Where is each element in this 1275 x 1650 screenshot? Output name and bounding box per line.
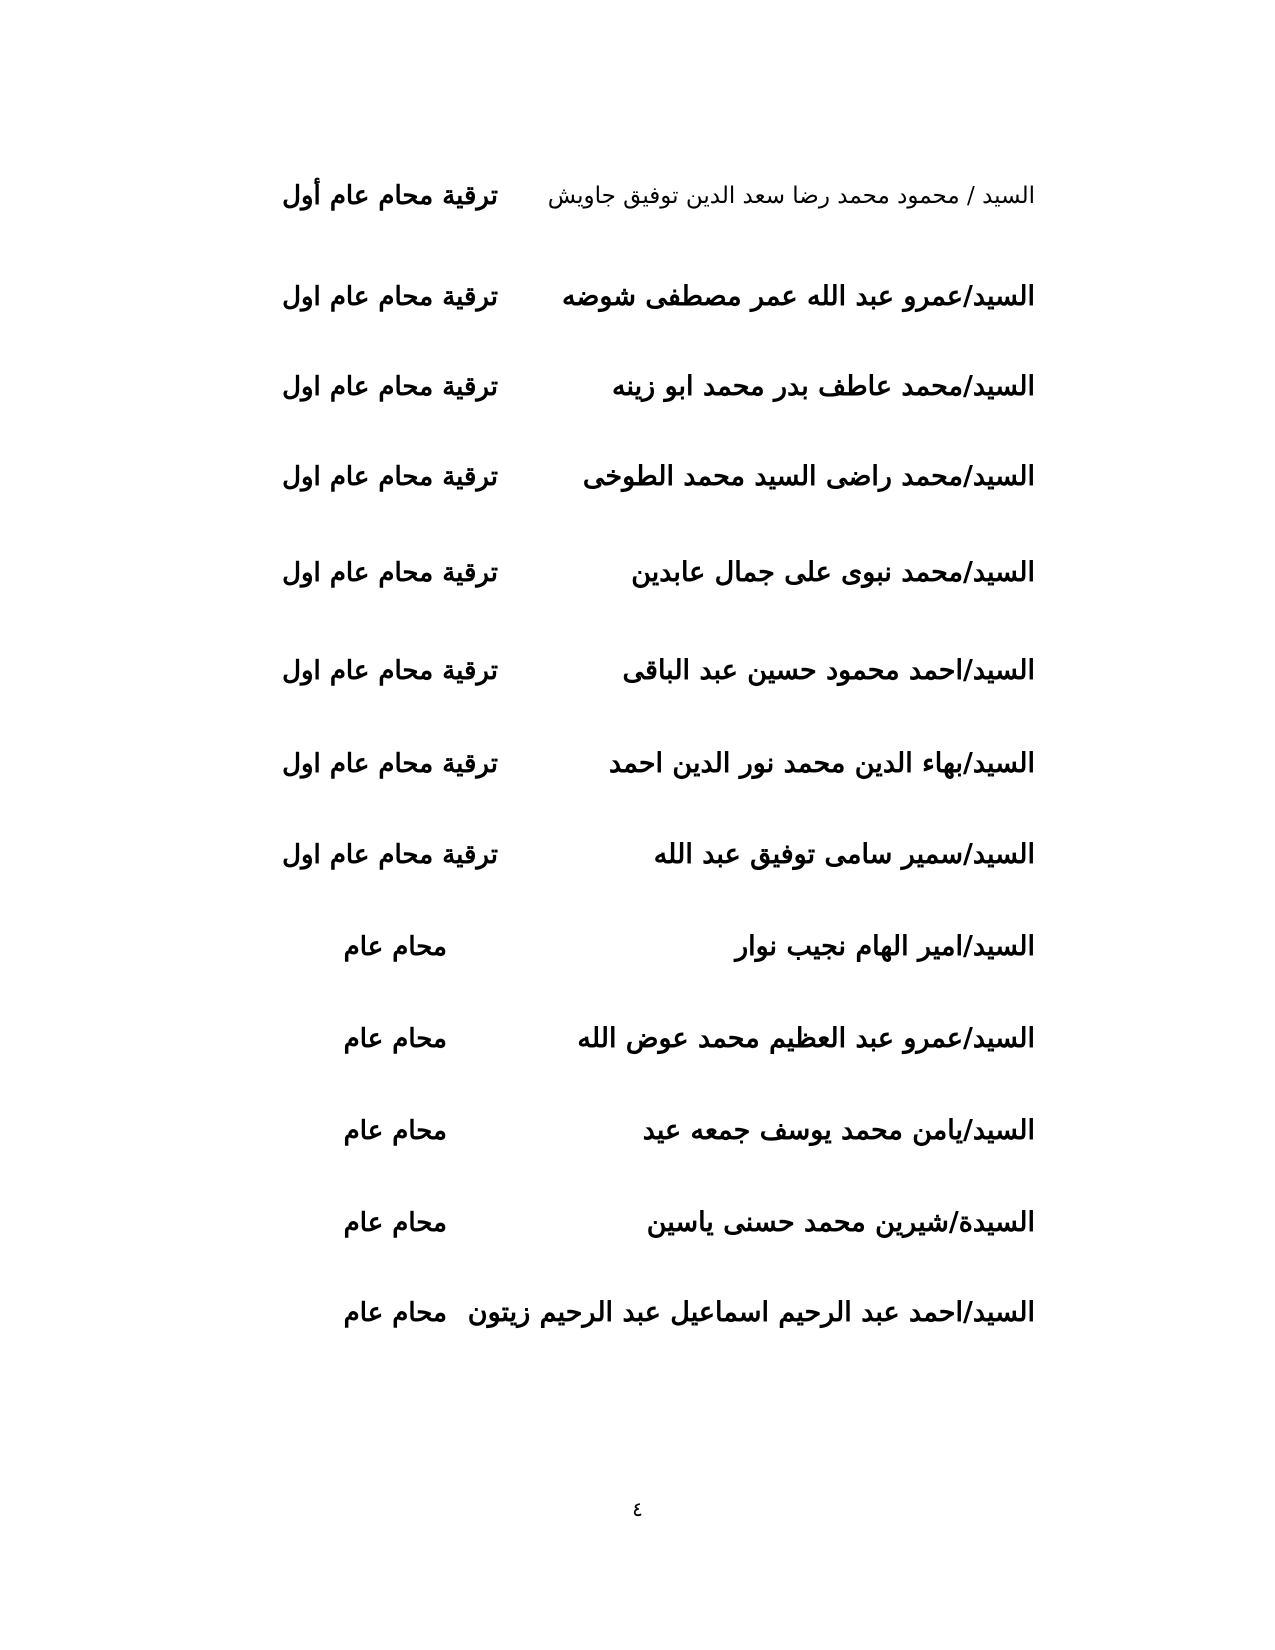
person-name: السيد/امير الهام نجيب نوار — [735, 931, 1035, 962]
person-name: السيد/احمد محمود حسين عبد الباقى — [622, 655, 1035, 686]
person-role: محام عام — [343, 1298, 447, 1328]
person-role: ترقية محام عام اول — [282, 462, 498, 492]
person-role: ترقية محام عام اول — [282, 656, 498, 686]
list-item — [0, 1009, 1275, 1069]
list-item — [0, 917, 1275, 977]
list-item — [0, 825, 1275, 885]
list-item — [0, 357, 1275, 417]
list-item — [0, 543, 1275, 603]
list-item — [0, 1283, 1275, 1343]
list-item — [0, 1193, 1275, 1253]
person-role: محام عام — [343, 1208, 447, 1238]
person-role: ترقية محام عام اول — [282, 558, 498, 588]
list-item — [0, 734, 1275, 794]
person-name: السيد/سمير سامى توفيق عبد الله — [653, 839, 1035, 870]
person-role: ترقية محام عام اول — [282, 840, 498, 870]
person-name: السيد / محمود محمد رضا سعد الدين توفيق جاويش — [547, 183, 1035, 209]
person-name: السيد/عمرو عبد الله عمر مصطفى شوضه — [561, 281, 1035, 312]
list-item — [0, 641, 1275, 701]
person-name: السيد/يامن محمد يوسف جمعه عيد — [642, 1115, 1035, 1146]
person-name: السيد/بهاء الدين محمد نور الدين احمد — [609, 748, 1035, 779]
person-name: السيد/محمد راضى السيد محمد الطوخى — [582, 461, 1035, 492]
person-role: ترقية محام عام اول — [282, 749, 498, 779]
person-role: محام عام — [343, 1024, 447, 1054]
person-role: ترقية محام عام اول — [282, 372, 498, 402]
person-name: السيدة/شيرين محمد حسنى ياسين — [646, 1207, 1035, 1238]
list-item — [0, 447, 1275, 507]
list-item — [0, 267, 1275, 327]
person-role: محام عام — [343, 932, 447, 962]
page-number: ٤ — [632, 1497, 643, 1521]
person-name: السيد/عمرو عبد العظيم محمد عوض الله — [577, 1023, 1035, 1054]
person-name: السيد/محمد عاطف بدر محمد ابو زينه — [612, 371, 1035, 402]
person-name: السيد/احمد عبد الرحيم اسماعيل عبد الرحيم زيتون — [467, 1297, 1035, 1328]
person-role: محام عام — [343, 1116, 447, 1146]
list-item — [0, 1101, 1275, 1161]
list-item — [0, 166, 1275, 226]
person-role: ترقية محام عام اول — [282, 282, 498, 312]
person-role: ترقية محام عام أول — [282, 181, 498, 211]
person-name: السيد/محمد نبوى على جمال عابدين — [631, 557, 1035, 588]
